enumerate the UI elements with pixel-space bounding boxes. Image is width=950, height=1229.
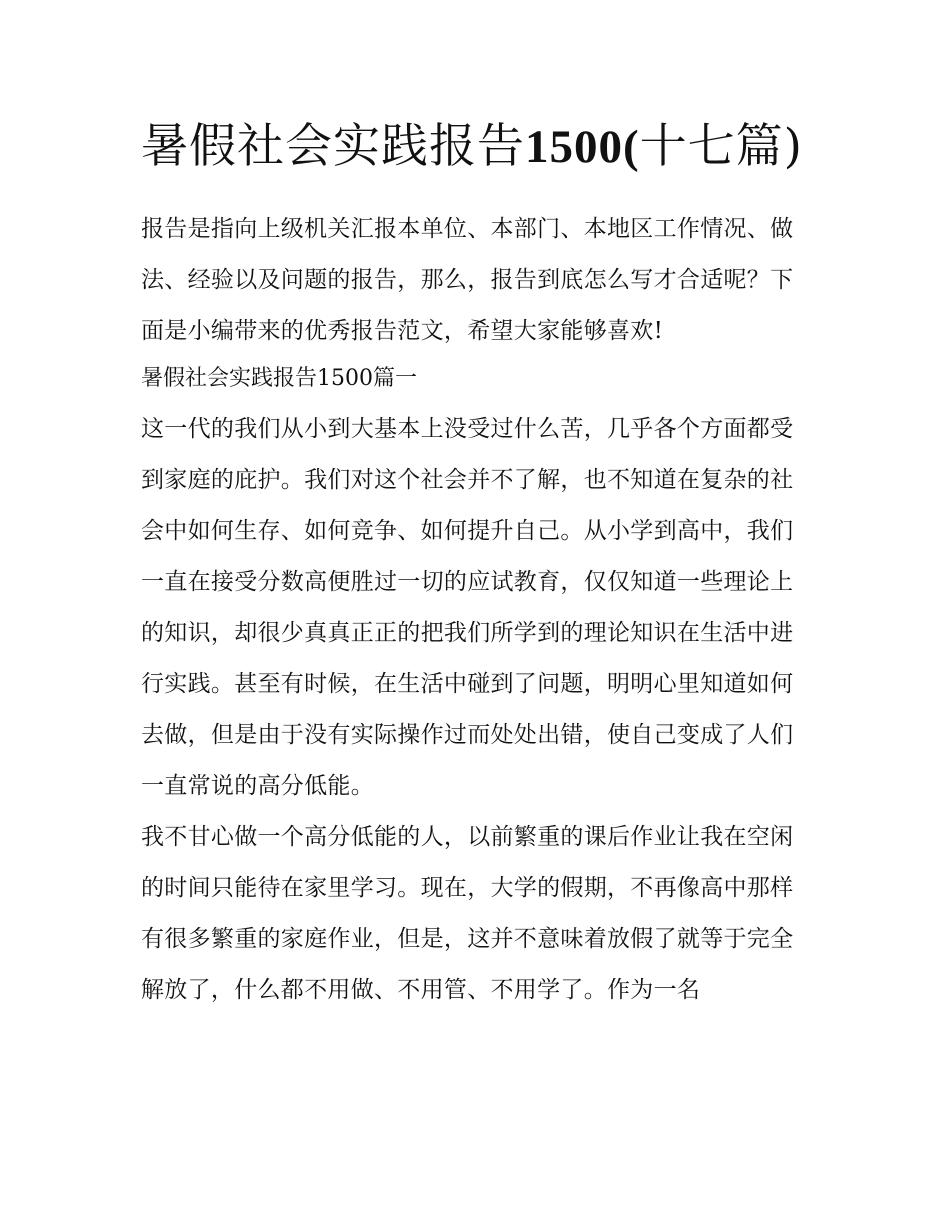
body-paragraph-1: 这一代的我们从小到大基本上没受过什么苦，几乎各个方面都受到家庭的庇护。我们对这个社会并不了解，也不知道在复杂的社会中如何生存、如何竞争、如何提升自己。从小学到高中，我们一直在接受分数高便胜过一切的应试教育，仅仅知道一些理论上的知识，却很少真真正正的把我们所学到的理论知识在生活中进行实践。甚至有时候，在生活中碰到了问题，明明心里知道如何去做，但是由于没有实际操作过而处处出错，使自己变成了人们一直常说的高分低能。 [141, 416, 794, 799]
section-heading: 暑假社会实践报告1500篇一 [141, 366, 417, 391]
title-prefix: 暑假社会实践报告 [141, 119, 525, 174]
body-paragraph-2: 我不甘心做一个高分低能的人，以前繁重的课后作业让我在空闲的时间只能待在家里学习。现在，大学的假期，不再像高中那样有很多繁重的家庭作业，但是，这并不意味着放假了就等于完全解放了，什么都不用做、不用管、不用学了。作为一名 [141, 824, 794, 1003]
title-number: 1500( [525, 121, 640, 173]
intro-paragraph: 报告是指向上级机关汇报本单位、本部门、本地区工作情况、做法、经验以及问题的报告，那么，报告到底怎么写才合适呢？下面是小编带来的优秀报告范文，希望大家能够喜欢! [141, 216, 794, 344]
title-suffix: 十七篇) [639, 119, 803, 174]
document-title [141, 108, 813, 186]
document-page [141, 108, 813, 1016]
